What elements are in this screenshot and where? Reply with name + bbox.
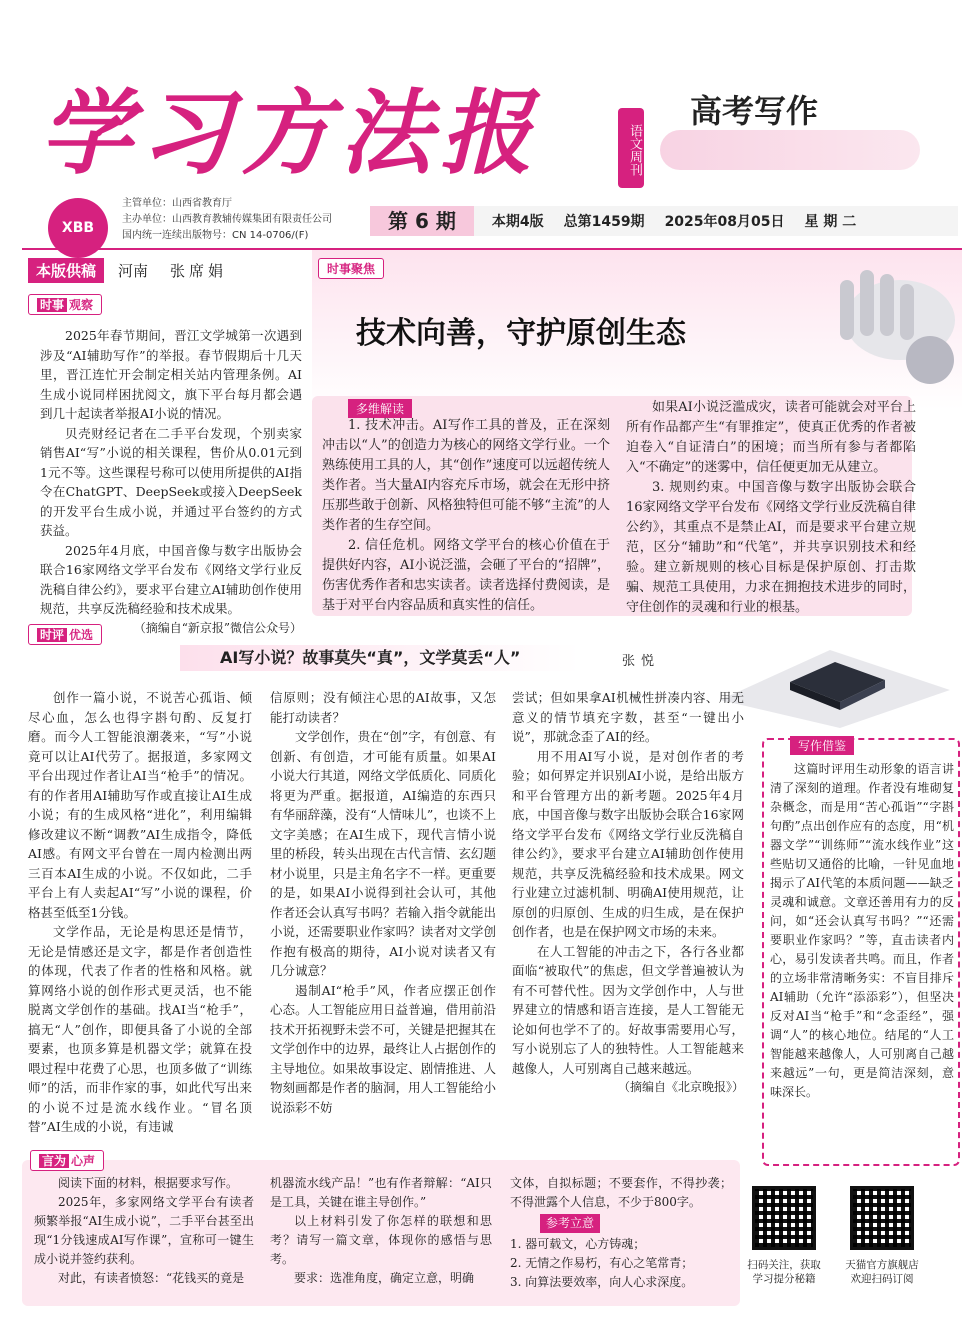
tag-rest: 观察 <box>69 298 94 312</box>
issue-date: 2025年08月05日 <box>664 214 785 230</box>
news-body <box>40 326 302 638</box>
ref-item: 2. 无情之作易朽，有心之笔常青； <box>510 1256 694 1270</box>
robot-hand-illustration <box>780 260 960 390</box>
opinion-author: 张悦 <box>622 654 661 669</box>
tag-strong: 时事 <box>37 298 67 312</box>
prompt-paragraph: 2025年，多家网络文学平台有读者频繁举报“AI生成小说”，二手平台甚至出现“1分钱速成AI写作课”，宣称可一键生成小说并签约获利。 <box>34 1195 254 1266</box>
page-count: 本期4版 <box>491 214 544 230</box>
opinion-col3 <box>512 688 744 1098</box>
writing-note-body <box>770 760 954 1102</box>
tag-rest: 心声 <box>71 1154 96 1168</box>
byline-province: 河南 <box>118 262 149 280</box>
qr-caption-line: 扫码关注，获取 <box>747 1259 821 1271</box>
qr-caption-left <box>734 1258 834 1286</box>
qr-caption-line: 学习提分秘籍 <box>752 1273 816 1285</box>
opinion-paragraph: 信原则；没有倾注心思的AI故事，又怎能打动读者？ <box>270 690 496 725</box>
news-section-tag <box>28 294 102 315</box>
writing-note-text: 这篇时评用生动形象的语言讲清了深刻的道理。作者没有堆砌复杂概念，而是用“苦心孤诣”“字斟句酌”点出创作应有的态度，用“机器文学”“训练师”“流水线作业”这些贴切又通俗的比喻，一针见血地揭示了AI代笔的本质问题——缺乏灵魂和诚意。文章还善用有力的反问，如“还会认真写书吗？”“还需要职业作家吗？”等，直击读者内心，易引发读者共鸣。而且，作者的立场非常清晰务实：不盲目排斥AI辅助（允许“添添彩”），但坚决反对AI当“枪手”和“念歪经”，强调“人”的核心地位。结尾的“人工智能越来越像人，人可别离自己越来越远”一句，更是简洁深刻，意味深长。 <box>770 762 954 1099</box>
ref-label: 参考立意 <box>540 1214 600 1233</box>
opinion-paragraph: 用不用AI写小说，是对创作者的考验；如何界定并识别AI小说，是给出版方和平台管理方出的新考题。2025年4月底，中国音像与数字出版协会联合16家网络文学平台发布《网络文学行业反洗稿自律公约》，要求平台建立AI辅助创作使用规范，共享反洗稿经验和技术成果。网文行业建立过滤机制、明确AI使用规范，让原创的归原创、生成的归生成，是在保护创作者，也是在保护网文市场的未来。 <box>512 748 744 939</box>
prompt-col3 <box>510 1174 732 1292</box>
masthead-title: 学习方法报 <box>40 80 541 187</box>
news-paragraph: 2025年4月底，中国音像与数字出版协会联合16家网络文学平台发布《网络文学行业反洗稿自律公约》，要求平台建立AI辅助创作使用规范，共享反洗稿经验和技术成果。 <box>40 542 302 616</box>
writing-note-label: 写作借鉴 <box>790 736 854 755</box>
analysis-paragraph: 3. 规则约束。中国音像与数字出版协会联合16家网络文学平台发布《网络文学行业反洗稿自律公约》，其重点不是禁止AI，而是要求平台建立规范，区分“辅助”和“代笔”，并共享识别技术和经验。建立新规则的核心目标是保护原创、打击欺骗、规范工具使用，力求在拥抱技术进步的同时，守住创作的灵魂和行业的根基。 <box>626 480 916 615</box>
ref-item: 3. 向算法要效率，向人心求深度。 <box>510 1275 694 1289</box>
scroll-decoration <box>660 130 920 170</box>
weekday: 星 期 二 <box>804 214 857 230</box>
opinion-paragraph: 文学创作，贵在“创”字，有创意、有创新、有创造，才可能有质量。如果AI小说大行其道，网络文学低质化、同质化将更为严重。据报道，AI编造的东西只有华丽辞藻，没有“人情味儿”，也谈不上文字美感；在AI生成下，现代言情小说里的桥段，转头出现在古代言情、玄幻题材小说里，只是主角名字不一样。更重要的是，如果AI小说得到社会认可，其他作者还会认真写书吗？若输入指令就能出小说，还需要职业作家吗？读者对文学创作抱有极高的期待，AI小说对读者又有几分诚意？ <box>270 729 496 978</box>
analysis-paragraph: 2. 信任危机。网络文学平台的核心价值在于提供好内容，AI小说泛滥，会砸了平台的“招牌”，伤害优秀作者和忠实读者。读者选择付费阅读，是基于对平台内容品质和真实性的信任。 <box>322 538 610 613</box>
opinion-paragraph: 尝试；但如果拿AI机械性拼凑内容、用无意义的情节填充字数，甚至“一键出小说”，那就念歪了AI的经。 <box>512 690 744 744</box>
qr-caption-right <box>832 1258 932 1286</box>
focus-tag <box>318 258 384 279</box>
opinion-paragraph: 文学作品，无论是构思还是情节，无论是情感还是文字，都是作者创造性的体现，代表了作者的性格和风格。就算网络小说的创作形式更灵活，也不能脱离文学创作的基础。找AI当“枪手”，搞无“人”创作，即便具备了小说的全部要素，也顶多算是机器文学；就算在投喂过程中花费了心思，也顶多做了“训练师”的活，而非作家的事，如此代写出来的小说不过是流水线作业。“冒名顶替”AI生成的小说，有违诚 <box>28 924 252 1134</box>
prompt-paragraph: 对此，有读者愤怒：“花钱买的竟是 <box>58 1271 245 1285</box>
tag-strong: 言为 <box>39 1154 69 1168</box>
analysis-left <box>322 416 610 616</box>
news-paragraph: 2025年春节期间，晋江文学城第一次遇到涉及“AI辅助写作”的举报。春节假期后十几天里，晋江连忙开会制定相关站内管理条例。AI生成小说同样困扰阅文，旗下平台每月都会遇到几十起读者举报AI小说的情况。 <box>40 328 302 421</box>
prompt-paragraph: 阅读下面的材料，根据要求写作。 <box>58 1176 239 1190</box>
publisher-info <box>122 196 332 244</box>
focus-headline: 技术向善，守护原创生态 <box>356 316 686 351</box>
analysis-paragraph: 1. 技术冲击。AI写作工具的普及，正在深刻冲击以“人”的创造力为核心的网络文学行业。一个熟练使用工具的人，其“创作”速度可以远超传统人类作者。当大量AI内容充斥市场，就会在无形中挤压那些敢于创新、风格独特但可能不够“主流”的人类作者的生存空间。 <box>322 418 610 533</box>
opinion-source: （摘编自《北京晚报》） <box>617 1080 744 1094</box>
qr-caption-line: 天猫官方旗舰店 <box>845 1259 919 1271</box>
qr-code-store[interactable] <box>850 1186 914 1250</box>
prompt-paragraph: 机器流水线产品！”也有作者辩解：“AI只是工具，关键在谁主导创作。” <box>270 1176 492 1209</box>
opinion-col1 <box>28 688 252 1137</box>
edition-name: 高考写作 <box>690 92 819 130</box>
opinion-paragraph: 在人工智能的冲击之下，各行各业都面临“被取代”的焦虑，但文学普遍被认为有不可替代性。因为文学创作中，人与世界建立的情感和语言连接，是人工智能无论如何也学不了的。好故事需要用心写，写小说别忘了人的独特性。人工智能越来越像人，人可别离自己越来越远。 <box>512 943 744 1076</box>
weekly-tag: 语文周刊 <box>618 108 644 188</box>
publisher-line: 主办单位：山西教育教辅传媒集团有限责任公司 <box>122 214 332 225</box>
analysis-label: 多维解读 <box>348 399 412 418</box>
publisher-line: 主管单位：山西省教育厅 <box>122 198 232 209</box>
opinion-col2 <box>270 688 496 1117</box>
opinion-title: AI写小说？故事莫失“真”，文学莫丢“人” <box>180 645 580 671</box>
issue-bar <box>370 206 958 236</box>
prompt-col1 <box>34 1174 254 1288</box>
newspaper-logo: XBB <box>48 198 108 258</box>
issue-number: 第 6 期 <box>370 206 474 236</box>
focus-tag-label: 时事聚焦 <box>318 258 384 279</box>
opinion-paragraph: 遏制AI“枪手”风，作者应摆正创作心态。人工智能应用日益普遍，借用前沿技术开拓视野未尝不可，关键是把握其在文学创作中的边界，最终让人占据创作的主导地位。如果故事设定、剧情推进、人物刻画都是作者的脑洞，用人工智能给小说添彩不妨 <box>270 982 496 1115</box>
opinion-section-tag <box>28 624 102 645</box>
byline-tag: 本版供稿 <box>28 258 104 283</box>
analysis-right <box>626 398 916 618</box>
ref-item: 1. 器可载文，心方铸魂； <box>510 1237 646 1251</box>
news-source: （摘编自“新京报”微信公众号） <box>133 620 302 635</box>
qr-code-follow[interactable] <box>752 1186 816 1250</box>
prompt-paragraph: 以上材料引发了你怎样的联想和思考？请写一篇文章，体现你的感悟与思考。 <box>270 1214 492 1266</box>
publisher-line: 国内统一连续出版物号：CN 14-0706/(F) <box>122 230 309 241</box>
analysis-paragraph: 如果AI小说泛滥成灾，读者可能就会对平台上所有作品都产生“有罪推定”，使真正优秀的作者被迫卷入“自证清白”的困境；而当所有参与者都陷入“不确定”的迷雾中，信任便更加无从建立。 <box>626 400 916 475</box>
prompt-paragraph: 要求：选准角度，确定立意，明确 <box>294 1271 475 1285</box>
news-paragraph: 贝壳财经记者在二手平台发现，个别卖家销售AI“写”小说的相关课程，售价从0.01元到1元不等。这些课程号称可以使用所提供的AI指令在ChatGPT、DeepSeek或接入DeepSeek的开发平台生成小说，并通过平台签约的方式获益。 <box>40 425 302 538</box>
prompt-paragraph: 文体，自拟标题；不要套作，不得抄袭；不得泄露个人信息，不少于800字。 <box>510 1176 732 1209</box>
opinion-paragraph: 创作一篇小说，不说苦心孤诣、倾尽心血，怎么也得字斟句酌、反复打磨。而今人工智能浪潮袭来，“写”小说竟可以让AI代劳了。据报道，多家网文平台出现过作者让AI当“枪手”的情况。有的作者用AI辅助写作或直接让AI生成小说；有的生成风格“进化”，利用编辑修改建议不断“调教”AI生成指令，降低AI感。有网文平台曾在一周内检测出两三百本AI生成的小说。不仅如此，二手平台上有人卖起AI“写”小说的课程，价格甚至低至1分钱。 <box>28 690 252 920</box>
total-issue: 总第1459期 <box>563 214 645 230</box>
byline <box>28 258 227 283</box>
byline-name: 张席娟 <box>170 262 228 280</box>
tag-rest: 优选 <box>69 628 94 642</box>
tag-strong: 时评 <box>37 628 67 642</box>
qr-caption-line: 欢迎扫码订阅 <box>850 1273 914 1285</box>
prompt-col2 <box>270 1174 492 1288</box>
prompt-tag <box>30 1150 104 1171</box>
